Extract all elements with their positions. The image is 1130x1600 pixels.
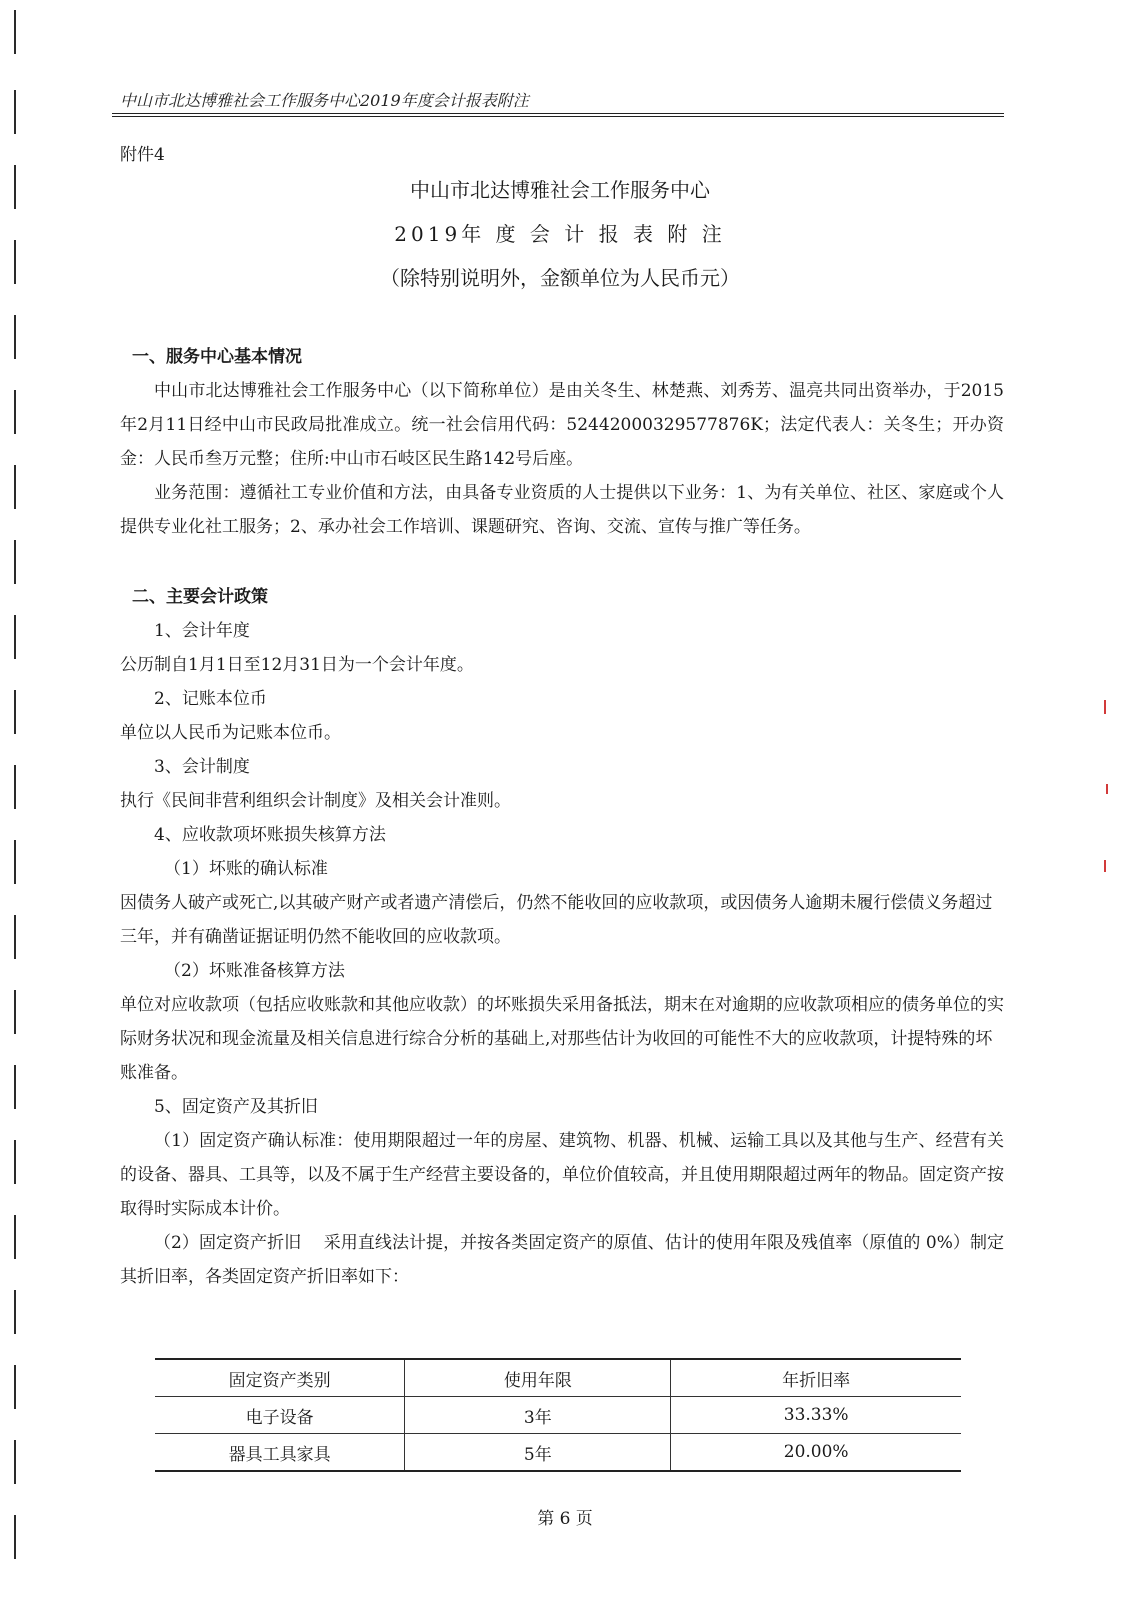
paragraph: 因债务人破产或死亡,以其破产财产或者遗产清偿后，仍然不能收回的应收款项，或因债务人逾期未履行偿债义务超过三年，并有确凿证据证明仍然不能收回的应收款项。 (120, 893, 993, 947)
scan-binding-mark (14, 465, 16, 509)
scan-binding-mark (14, 1065, 16, 1109)
table-header-cell: 使用年限 (405, 1359, 671, 1397)
paragraph: 单位对应收款项（包括应收账款和其他应收款）的坏账损失采用备抵法，期末在对逾期的应收款项相应的债务单位的实际财务状况和现金流量及相关信息进行综合分析的基础上,对那些估计为收回的可能性不大的应收款项，计提特殊的坏账准备。 (120, 995, 1004, 1083)
table-cell: 3年 (405, 1397, 671, 1434)
scan-binding-mark (14, 10, 16, 54)
scan-binding-mark (14, 1290, 16, 1334)
table-cell: 器具工具家具 (155, 1434, 405, 1472)
page-number: 第 6 页 (537, 1509, 593, 1529)
paragraph: 公历制自1月1日至12月31日为一个会计年度。 (120, 655, 474, 675)
document-body (120, 340, 1004, 1294)
org-title: 中山市北达博雅社会工作服务中心 (410, 178, 710, 202)
unit-note: （除特别说明外，金额单位为人民币元） (380, 266, 740, 290)
header-rule (112, 113, 1004, 117)
scan-binding-mark (14, 840, 16, 884)
seal-edge-mark (1104, 860, 1106, 872)
scan-binding-mark (14, 90, 16, 134)
paragraph: 单位以人民币为记账本位币。 (120, 723, 341, 743)
scan-binding-mark (14, 390, 16, 434)
table-header-cell: 年折旧率 (671, 1359, 961, 1397)
paragraph: 执行《民间非营利组织会计制度》及相关会计准则。 (120, 791, 511, 811)
item-title: 1、会计年度 (154, 621, 250, 641)
scan-binding-mark (14, 690, 16, 734)
item-title: 5、固定资产及其折旧 (154, 1097, 318, 1117)
attachment-label: 附件4 (120, 145, 165, 165)
item-title: 3、会计制度 (154, 757, 250, 777)
item-title: 4、应收款项坏账损失核算方法 (154, 825, 386, 845)
scan-binding-mark (14, 1140, 16, 1184)
section-heading: 二、主要会计政策 (132, 587, 268, 607)
depreciation-table (155, 1358, 961, 1472)
scan-binding-mark (14, 240, 16, 284)
scan-binding-mark (14, 915, 16, 959)
paragraph: （1）固定资产确认标准：使用期限超过一年的房屋、建筑物、机器、机械、运输工具以及其他与生产、经营有关的设备、器具、工具等，以及不属于生产经营主要设备的，单位价值较高，并且使用期限超过两年的物品。固定资产按取得时实际成本计价。 (120, 1131, 1004, 1219)
section-heading: 一、服务中心基本情况 (132, 347, 302, 367)
table-header-row (155, 1359, 961, 1397)
subitem-title: （1）坏账的确认标准 (164, 859, 328, 879)
table-row (155, 1434, 961, 1472)
paragraph: （2）固定资产折旧 采用直线法计提，并按各类固定资产的原值、估计的使用年限及残值率（原值的 0%）制定其折旧率，各类固定资产折旧率如下： (120, 1233, 1004, 1287)
item-title: 2、记账本位币 (154, 689, 267, 709)
scan-binding-mark (14, 990, 16, 1034)
table-cell: 5年 (405, 1434, 671, 1472)
scan-binding-mark (14, 1215, 16, 1259)
scan-binding-mark (14, 1440, 16, 1484)
table-cell: 20.00% (671, 1434, 961, 1472)
scan-binding-mark (14, 765, 16, 809)
report-title: 2019年 度 会 计 报 表 附 注 (394, 222, 726, 246)
scan-binding-mark (14, 315, 16, 359)
seal-edge-mark (1104, 700, 1106, 714)
table-row (155, 1397, 961, 1434)
scan-binding-mark (14, 1365, 16, 1409)
scan-binding-mark (14, 540, 16, 584)
scan-binding-mark (14, 165, 16, 209)
table-header-cell: 固定资产类别 (155, 1359, 405, 1397)
running-header: 中山市北达博雅社会工作服务中心2019年度会计报表附注 (120, 91, 529, 110)
paragraph: 业务范围：遵循社工专业价值和方法，由具备专业资质的人士提供以下业务：1、为有关单位、社区、家庭或个人提供专业化社工服务；2、承办社会工作培训、课题研究、咨询、交流、宣传与推广等任务。 (120, 483, 1004, 537)
paragraph: 中山市北达博雅社会工作服务中心（以下简称单位）是由关冬生、林楚燕、刘秀芳、温亮共同出资举办，于2015年2月11日经中山市民政局批准成立。统一社会信用代码：52442000329577876K；法定代表人：关冬生；开办资金：人民币叁万元整；住所:中山市石岐区民生路142号后座。 (120, 381, 1004, 469)
table-cell: 电子设备 (155, 1397, 405, 1434)
subitem-title: （2）坏账准备核算方法 (164, 961, 345, 981)
table-cell: 33.33% (671, 1397, 961, 1434)
scan-binding-mark (14, 615, 16, 659)
seal-edge-mark (1106, 784, 1108, 794)
